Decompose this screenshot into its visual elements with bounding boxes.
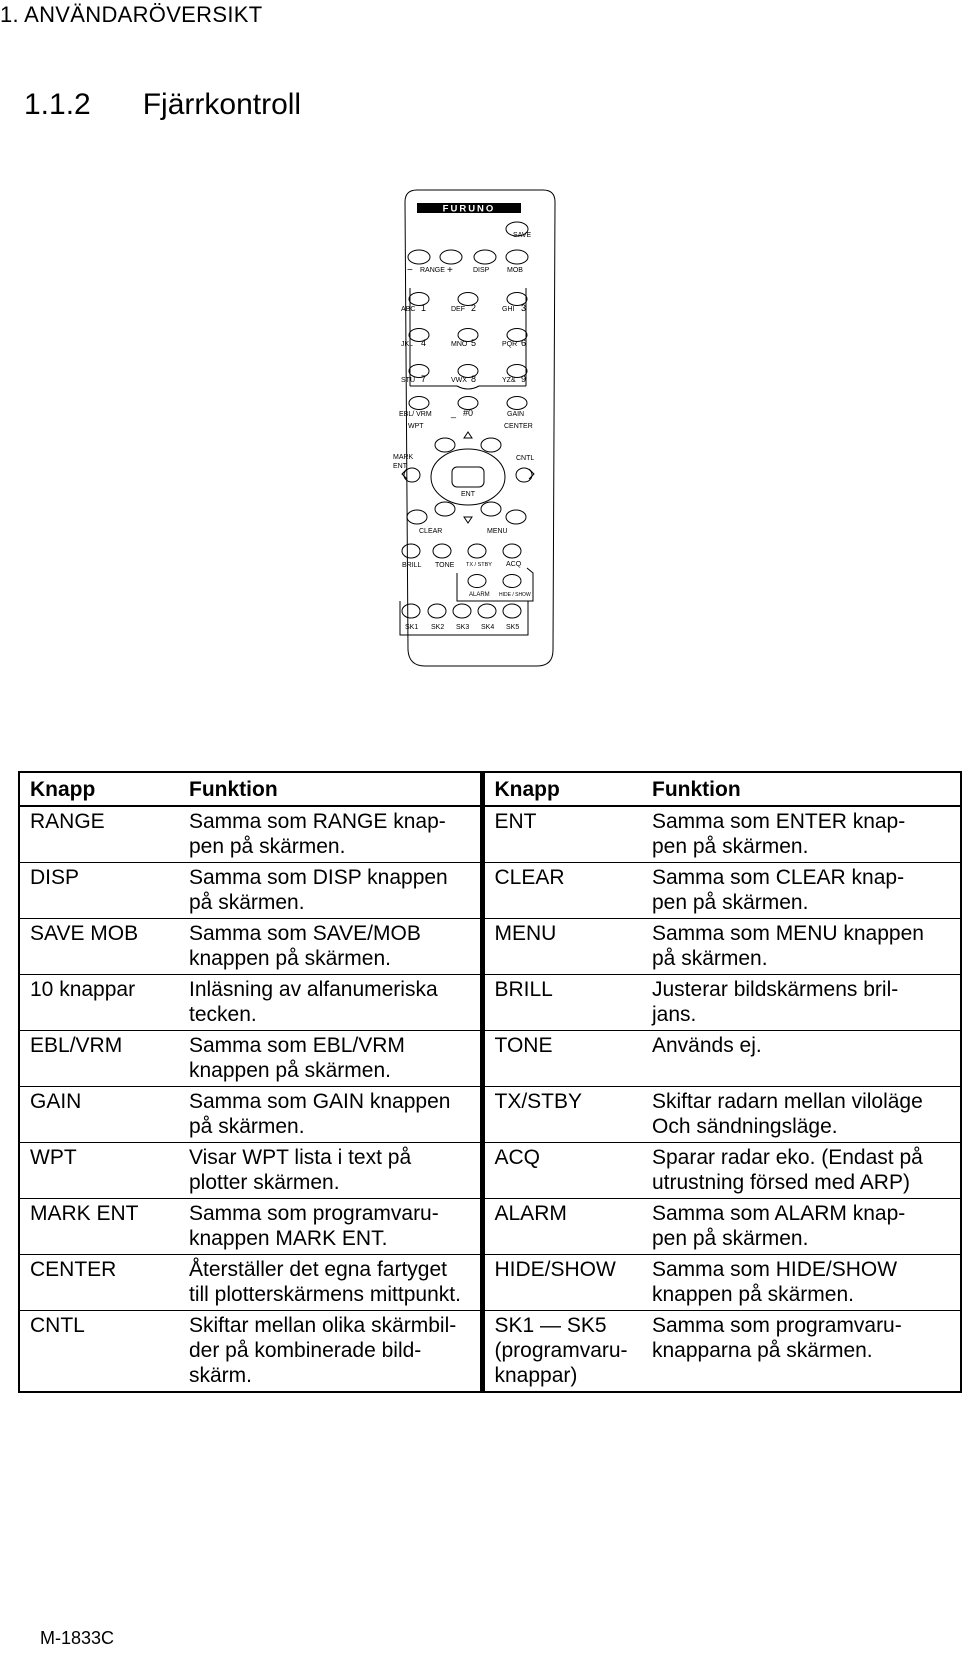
svg-text:JKL: JKL: [401, 341, 414, 348]
svg-text:SK4: SK4: [481, 624, 495, 631]
function-cell: Samma som RANGE knap- pen på skärmen.: [179, 806, 482, 863]
arrow-up-icon: [464, 432, 472, 438]
function-cell: Samma som HIDE/SHOW knappen på skärmen.: [642, 1255, 961, 1311]
range-plus-label: +: [447, 265, 453, 276]
key-cell: SAVE MOB: [19, 919, 179, 975]
function-cell: Justerar bildskärmens bril- jans.: [642, 975, 961, 1031]
function-cell: Samma som SAVE/MOB knappen på skärmen.: [179, 919, 482, 975]
function-cell: Visar WPT lista i text på plotter skärmen.: [179, 1143, 482, 1199]
svg-text:6: 6: [521, 338, 527, 348]
function-cell: Sparar radar eko. (Endast på utrustning försed med ARP): [642, 1143, 961, 1199]
softkey-labels: [405, 624, 519, 631]
function-cell: Samma som DISP knappen på skärmen.: [179, 863, 482, 919]
key-cell: ACQ: [482, 1143, 642, 1199]
svg-text:2: 2: [471, 303, 477, 313]
key-cell: TX/STBY: [482, 1087, 642, 1143]
lower-button-labels: [402, 561, 531, 598]
function-cell: Inläsning av alfanumeriska tecken.: [179, 975, 482, 1031]
svg-text:EBL/ VRM: EBL/ VRM: [399, 411, 432, 418]
svg-text:_: _: [451, 408, 457, 418]
svg-text:SK1: SK1: [405, 624, 419, 631]
header-funktion-2: Funktion: [642, 772, 961, 806]
svg-text:CNTL: CNTL: [516, 455, 535, 462]
key-cell: WPT: [19, 1143, 179, 1199]
key-cell: EBL/VRM: [19, 1031, 179, 1087]
svg-text:CENTER: CENTER: [504, 423, 533, 430]
top-button-row[interactable]: [408, 222, 528, 264]
function-cell: Återställer det egna fartyget till plotterskärmens mittpunkt.: [179, 1255, 482, 1311]
mob-label: MOB: [507, 267, 523, 274]
function-cell: Skiftar radarn mellan viloläge Och sändningsläge.: [642, 1087, 961, 1143]
svg-text:GAIN: GAIN: [507, 411, 525, 418]
svg-text:PQR: PQR: [502, 341, 518, 348]
svg-text:YZ&: YZ&: [502, 377, 516, 384]
brand-label: FURUNO: [442, 203, 496, 215]
range-minus-label: −: [407, 265, 413, 276]
key-cell: 10 knappar: [19, 975, 179, 1031]
arrow-down-icon: [464, 517, 472, 523]
svg-text:MARK: MARK: [393, 454, 414, 461]
svg-text:#0: #0: [463, 408, 474, 418]
save-label: SAVE: [513, 232, 532, 239]
section-number: 1.1.2: [24, 88, 91, 121]
table-row: [19, 1255, 961, 1311]
svg-text:7: 7: [421, 374, 427, 384]
table-row: [19, 863, 961, 919]
svg-text:HIDE / SHOW: HIDE / SHOW: [499, 592, 531, 598]
key-cell: CNTL: [19, 1311, 179, 1393]
svg-text:SK2: SK2: [431, 624, 445, 631]
chapter-header: 1. ANVÄNDARÖVERSIKT: [0, 2, 263, 27]
svg-text:5: 5: [471, 338, 477, 348]
svg-text:TX / STBY: TX / STBY: [466, 562, 492, 568]
table-row: [19, 1143, 961, 1199]
key-cell: DISP: [19, 863, 179, 919]
function-cell: Samma som ALARM knap- pen på skärmen.: [642, 1199, 961, 1255]
ent-button: [452, 467, 484, 487]
svg-text:TONE: TONE: [435, 562, 455, 569]
key-cell: ENT: [482, 806, 642, 863]
table-row: [19, 1199, 961, 1255]
table-row: [19, 1031, 961, 1087]
key-cell: MENU: [482, 919, 642, 975]
header-knapp-1: Knapp: [19, 772, 179, 806]
svg-text:MENU: MENU: [487, 528, 508, 535]
disp-label: DISP: [473, 267, 490, 274]
function-cell: Samma som ENTER knap- pen på skärmen.: [642, 806, 961, 863]
svg-text:VWX: VWX: [451, 377, 467, 384]
dpad-labels: [393, 454, 534, 535]
svg-text:SK3: SK3: [456, 624, 470, 631]
table-row: [19, 1087, 961, 1143]
table-row: [19, 1311, 961, 1393]
function-cell: Används ej.: [642, 1031, 961, 1087]
function-cell: Skiftar mellan olika skärmbil- der på kombinerade bild- skärm.: [179, 1311, 482, 1393]
document-code: M-1833C: [40, 1628, 115, 1648]
svg-text:1: 1: [421, 303, 427, 313]
svg-text:GHI: GHI: [502, 306, 515, 313]
table-row: [19, 919, 961, 975]
function-cell: Samma som programvaru- knapparna på skärmen.: [642, 1311, 961, 1393]
svg-text:WPT: WPT: [408, 423, 424, 430]
svg-text:3: 3: [521, 303, 527, 313]
function-cell: Samma som GAIN knappen på skärmen.: [179, 1087, 482, 1143]
range-label: RANGE: [420, 267, 445, 274]
key-cell: BRILL: [482, 975, 642, 1031]
svg-text:DEF: DEF: [451, 306, 465, 313]
ebl-zero-gain-labels: [399, 408, 533, 430]
table-row: [19, 975, 961, 1031]
table-header-row: [19, 772, 961, 806]
header-funktion-1: Funktion: [179, 772, 482, 806]
svg-text:STU: STU: [401, 377, 415, 384]
function-cell: Samma som programvaru- knappen MARK ENT.: [179, 1199, 482, 1255]
remote-control-diagram: [393, 190, 555, 670]
key-cell: SK1 — SK5 (programvaru- knappar): [482, 1311, 642, 1393]
section-heading: [24, 88, 301, 122]
function-cell: Samma som CLEAR knap- pen på skärmen.: [642, 863, 961, 919]
key-cell: MARK ENT: [19, 1199, 179, 1255]
dpad[interactable]: [404, 438, 535, 524]
svg-text:ALARM: ALARM: [469, 592, 490, 598]
arrow-icons: [402, 432, 534, 523]
key-cell: GAIN: [19, 1087, 179, 1143]
svg-text:ACQ: ACQ: [506, 561, 522, 568]
svg-text:ABC: ABC: [401, 306, 416, 313]
svg-text:MNO: MNO: [451, 341, 468, 348]
top-button-labels: [407, 232, 531, 276]
function-cell: Samma som EBL/VRM knappen på skärmen.: [179, 1031, 482, 1087]
svg-text:9: 9: [521, 374, 527, 384]
section-title: Fjärrkontroll: [142, 88, 302, 121]
key-cell: HIDE/SHOW: [482, 1255, 642, 1311]
svg-text:SK5: SK5: [506, 624, 520, 631]
svg-text:ENT: ENT: [461, 491, 475, 498]
key-cell: ALARM: [482, 1199, 642, 1255]
table-row: [19, 806, 961, 863]
key-cell: TONE: [482, 1031, 642, 1087]
svg-text:ENT: ENT: [393, 463, 407, 470]
svg-text:BRILL: BRILL: [402, 562, 422, 569]
key-cell: RANGE: [19, 806, 179, 863]
svg-text:8: 8: [471, 374, 477, 384]
svg-text:4: 4: [421, 338, 427, 348]
svg-text:CLEAR: CLEAR: [419, 528, 443, 535]
function-cell: Samma som MENU knappen på skärmen.: [642, 919, 961, 975]
key-cell: CENTER: [19, 1255, 179, 1311]
key-cell: CLEAR: [482, 863, 642, 919]
header-knapp-2: Knapp: [482, 772, 642, 806]
button-function-table: [18, 771, 962, 1393]
